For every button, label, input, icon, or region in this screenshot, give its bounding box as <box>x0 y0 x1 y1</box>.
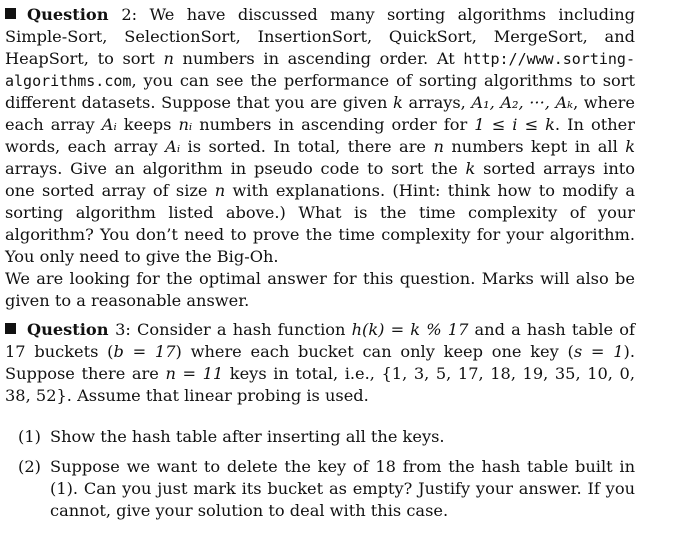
question-3-label: Question <box>27 320 109 339</box>
square-bullet-icon <box>5 323 16 334</box>
subitem-text: Suppose we want to delete the key of 18 from the hash table built in (1). Can you just mark its bucket as empty? Justify your answer. If you cannot, give your solution to deal with this case. <box>50 457 635 520</box>
question-2-label: Question <box>27 5 109 24</box>
sorting-url: http://www.sorting-algorithms.com <box>5 50 635 90</box>
question-2 <box>5 4 635 312</box>
question-2-paragraph-1: Question 2: We have discussed many sorting algorithms including Simple-Sort, SelectionSort, InsertionSort, QuickSort, MergeSort, and HeapSort, to sort n numbers in ascending order. At http://www.sorting-algorithms.com, you can see the performance of sorting algorithms to sort different datasets. Suppose that you are given k arrays, A₁, A₂, ···, Aₖ, where each array Aᵢ keeps nᵢ numbers in ascending order for 1 ≤ i ≤ k. In other words, each array Aᵢ is sorted. In total, there are n numbers kept in all k arrays. Give an algorithm in pseudo code to sort the k sorted arrays into one sorted array of size n with explanations. (Hint: think how to modify a sorting algorithm listed above.) What is the time complexity of your algorithm? You don’t need to prove the time complexity for your algorithm. You only need to give the Big-Oh. <box>5 5 636 266</box>
subitem-number: (1) <box>18 427 41 446</box>
question-3-subitem-2 <box>18 456 635 522</box>
hash-function: h(k) = k % 17 <box>351 320 469 339</box>
question-2-number: 2: <box>121 5 138 24</box>
subitem-number: (2) <box>18 457 41 476</box>
question-3-number: 3: <box>115 320 131 339</box>
question-3 <box>5 319 635 407</box>
key-set: {1, 3, 5, 17, 18, 19, 35, 10, 0, 38, 52} <box>5 364 635 405</box>
question-2-paragraph-2: We are looking for the optimal answer for this question. Marks will also be given to a reasonable answer. <box>5 269 635 310</box>
question-3-subitem-1 <box>18 426 635 448</box>
question-3-paragraph: Question 3: Consider a hash function h(k) = k % 17 and a hash table of 17 buckets (b = 17) where each bucket can only keep one key (s = 1). Suppose there are n = 11 keys in total, i.e., {1, 3, 5, 17, 18, 19, 35, 10, 0, 38, 52}. Assume that linear probing is used. <box>5 320 636 405</box>
subitem-text: Show the hash table after inserting all the keys. <box>50 427 445 446</box>
square-bullet-icon <box>5 8 16 19</box>
